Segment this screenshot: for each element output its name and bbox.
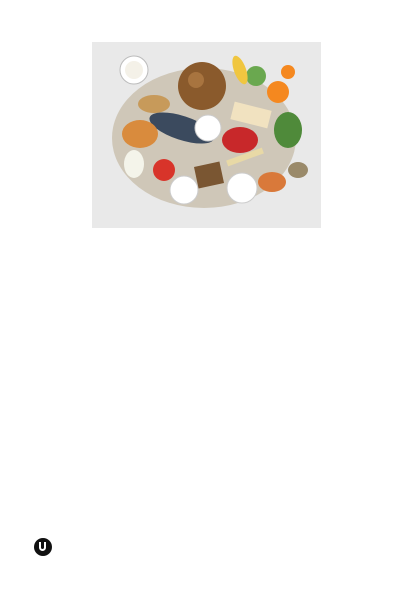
top-color-stripe	[0, 0, 412, 8]
food-spread-photo-icon	[92, 42, 321, 228]
cover-photo	[92, 42, 321, 228]
publisher-logo	[34, 538, 55, 556]
bottom-color-band	[0, 520, 270, 593]
isbn-barcode	[273, 510, 385, 570]
iuniverse-logo-icon	[34, 538, 52, 556]
